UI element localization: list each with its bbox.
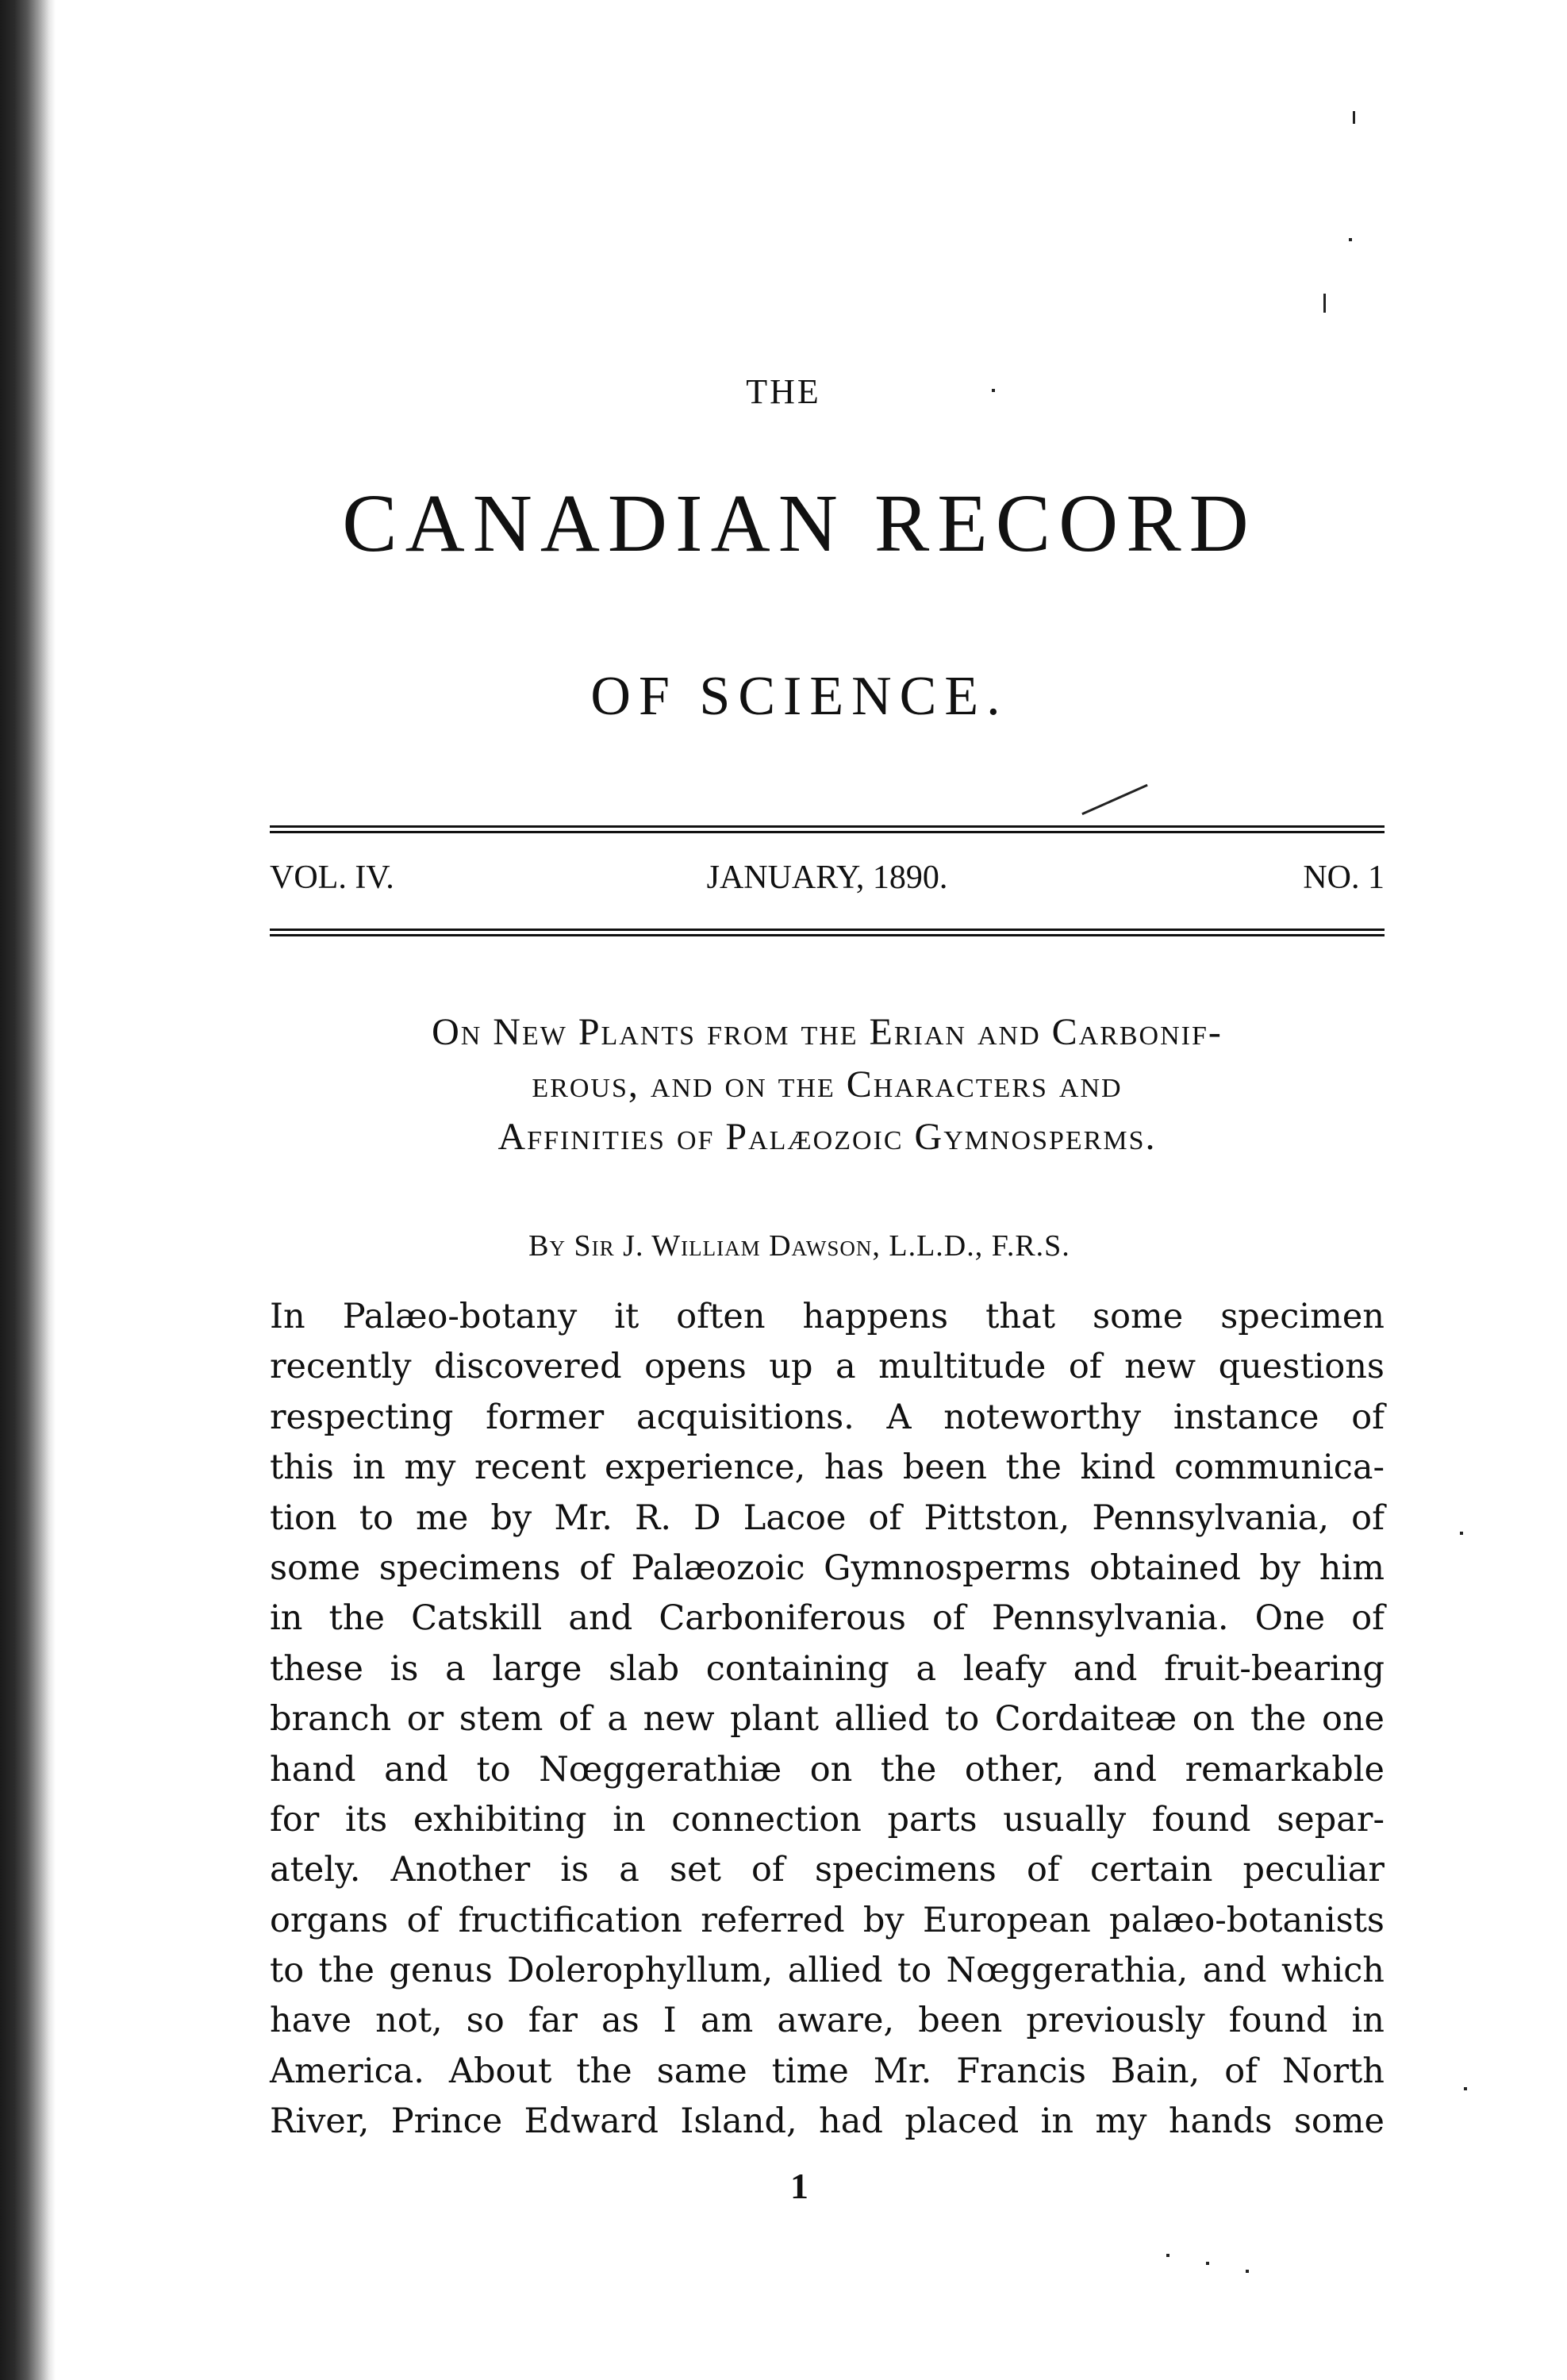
scan-speck xyxy=(1460,1532,1463,1535)
article-title-line: erous, and on the Characters and xyxy=(532,1063,1123,1105)
body-line: River, Prince Edward Island, had placed in my hands some xyxy=(270,2101,1385,2142)
header-rule-top xyxy=(270,825,1385,833)
masthead-the: THE xyxy=(746,372,821,411)
article-title xyxy=(262,1006,1392,1163)
body-line: recently discovered opens up a multitude of new questions xyxy=(270,1347,1385,1387)
binding-gutter-shadow xyxy=(0,0,56,2380)
article-title-line: Affinities of Palæozoic Gymnosperms. xyxy=(497,1116,1157,1158)
body-line: In Palæo-botany it often happens that some specimen xyxy=(270,1297,1385,1336)
issue-volume: VOL. IV. xyxy=(270,859,394,896)
body-line: for its exhibiting in connection parts usually found separ- xyxy=(270,1799,1385,1840)
scan-speck xyxy=(1464,2087,1467,2090)
page-number: 1 xyxy=(790,2166,808,2206)
scan-speck xyxy=(1353,111,1355,124)
body-line: this in my recent experience, has been the kind communica- xyxy=(270,1448,1385,1488)
body-line: to the genus Dolerophyllum, allied to Nœggerathia, and which xyxy=(270,1951,1385,1991)
scan-speck xyxy=(1206,2262,1209,2265)
body-line: some specimens of Palæozoic Gymnosperms obtained by him xyxy=(270,1548,1385,1588)
header-rule-bottom xyxy=(270,929,1385,936)
issue-number: NO. 1 xyxy=(1303,859,1385,896)
issue-date: JANUARY, 1890. xyxy=(706,859,948,896)
journal-title: CANADIAN RECORD xyxy=(342,478,1257,569)
body-line: America. About the same time Mr. Francis Bain, of North xyxy=(270,2051,1385,2091)
body-line: branch or stem of a new plant allied to Cordaiteæ on the one xyxy=(270,1699,1385,1740)
article-byline: By Sir J. William Dawson, L.L.D., F.R.S. xyxy=(528,1229,1070,1263)
body-line: have not, so far as I am aware, been previously found in xyxy=(270,2001,1385,2041)
body-line: respecting former acquisitions. A noteworthy instance of xyxy=(270,1397,1385,1437)
scan-speck xyxy=(1349,238,1352,241)
body-line: hand and to Nœggerathiæ on the other, and remarkable xyxy=(270,1749,1385,1790)
issue-line xyxy=(270,859,1385,906)
scan-speck xyxy=(1323,294,1326,313)
scan-speck xyxy=(1166,2254,1169,2257)
article-body xyxy=(270,1292,1385,2147)
body-line: ately. Another is a set of specimens of certain peculiar xyxy=(270,1850,1385,1890)
stray-pen-mark xyxy=(1081,784,1147,815)
body-line: in the Catskill and Carboniferous of Pennsylvania. One of xyxy=(270,1598,1385,1639)
scan-speck xyxy=(992,389,995,392)
body-line: these is a large slab containing a leafy and fruit-bearing xyxy=(270,1648,1385,1689)
body-line: organs of fructification referred by European palæo-botanists xyxy=(270,1900,1385,1940)
journal-subtitle: OF SCIENCE. xyxy=(590,666,1008,727)
article-title-line: On New Plants from the Erian and Carbonif- xyxy=(432,1011,1223,1053)
body-line: tion to me by Mr. R. D Lacoe of Pittston, Pennsylvania, of xyxy=(270,1498,1385,1538)
scan-speck xyxy=(1246,2270,1249,2273)
